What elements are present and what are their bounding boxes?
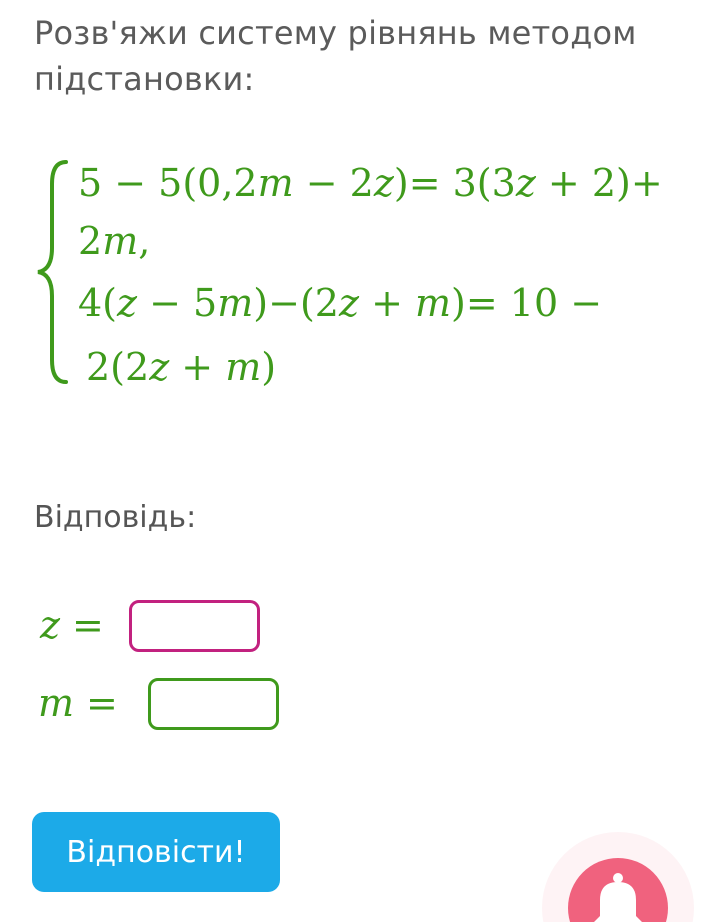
m-equals-sign: = [86, 681, 118, 725]
m-variable: m [38, 681, 75, 725]
equation-1-line-2 [78, 214, 150, 268]
math-text: 4( [78, 281, 118, 325]
math-variable: z [515, 161, 536, 205]
math-variable: m [217, 281, 254, 325]
math-text: ) [261, 345, 277, 389]
math-text: − 5 [137, 281, 218, 325]
math-text: )−(2 [253, 281, 339, 325]
math-variable: z [338, 281, 359, 325]
math-text: 5 − 5(0,2 [78, 161, 258, 205]
math-variable: z [117, 281, 138, 325]
math-text: + [169, 345, 226, 389]
m-label [38, 678, 118, 728]
notification-bell-button[interactable] [568, 858, 668, 922]
bell-icon [590, 870, 646, 922]
math-variable: m [225, 345, 262, 389]
math-text: + [358, 281, 415, 325]
math-text: )= 10 − [451, 281, 603, 325]
z-answer-input[interactable] [129, 600, 260, 652]
math-text: 2 [78, 219, 103, 263]
equation-2-line-2 [86, 340, 276, 394]
answer-label: Відповідь: [34, 500, 197, 535]
z-variable: z [40, 603, 61, 647]
math-text: )= 3(3 [393, 161, 516, 205]
math-variable: m [414, 281, 452, 325]
equation-2-line-1 [78, 276, 602, 330]
math-variable: m [257, 161, 294, 205]
equation-system [30, 150, 690, 400]
equation-1-line-1 [78, 156, 663, 210]
left-brace-icon [30, 150, 70, 395]
z-equals-sign: = [72, 603, 104, 647]
math-text: + 2)+ [535, 161, 663, 205]
math-variable: m [102, 219, 139, 263]
z-label [40, 600, 104, 650]
math-text: , [138, 219, 151, 263]
task-title: Розв'яжи систему рівнянь методом підстановки: [34, 14, 637, 98]
math-text: 2(2 [86, 345, 150, 389]
submit-answer-button[interactable]: Відповісти! [32, 812, 280, 892]
math-variable: z [149, 345, 170, 389]
m-answer-input[interactable] [148, 678, 279, 730]
math-text: − 2 [293, 161, 374, 205]
math-variable: z [373, 161, 394, 205]
